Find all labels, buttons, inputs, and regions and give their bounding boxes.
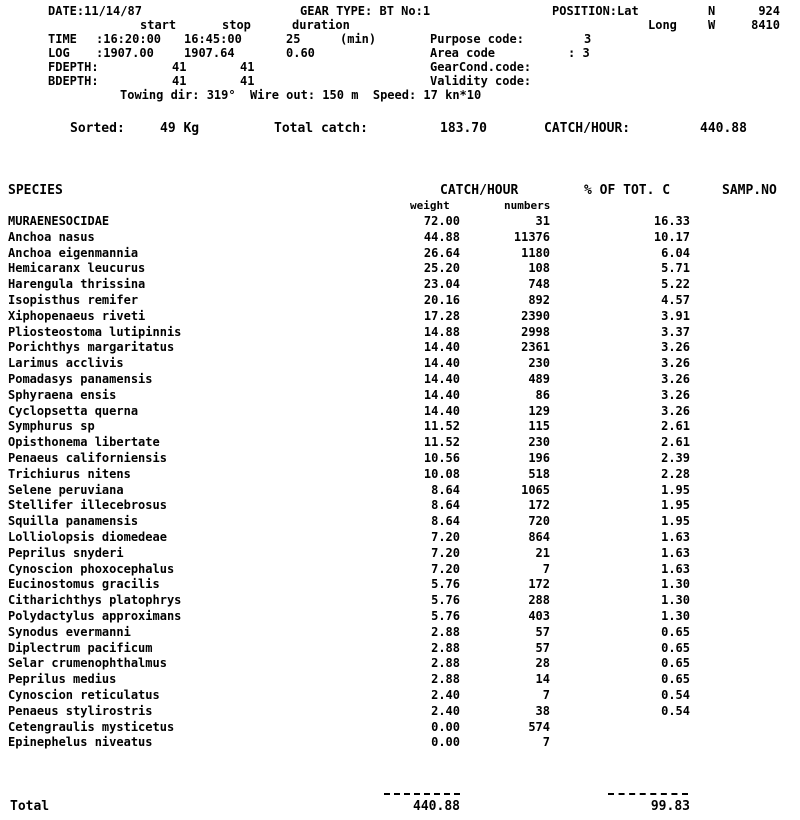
species-name: Hemicaranx leucurus: [8, 261, 146, 275]
catch-numbers: 57: [535, 641, 550, 655]
pct-of-total: 2.61: [661, 419, 690, 433]
pct-of-total: 1.63: [661, 530, 690, 544]
catch-weight: 5.76: [431, 577, 460, 591]
catch-numbers: 864: [528, 530, 550, 544]
catch-numbers: 1180: [521, 246, 550, 260]
catch-numbers: 230: [528, 356, 550, 370]
pct-of-total: 0.65: [661, 625, 690, 639]
sorted-label: Sorted:: [70, 121, 125, 136]
catch-numbers: 172: [528, 498, 550, 512]
date-label: DATE:11/14/87: [48, 4, 142, 18]
catch-weight: 14.40: [423, 356, 460, 370]
time-label: TIME: [48, 32, 77, 46]
catch-numbers: 2998: [521, 325, 550, 339]
position-label: POSITION:Lat: [552, 4, 639, 18]
catch-weight: 0.00: [431, 735, 460, 749]
catch-weight: 11.52: [423, 419, 460, 433]
lat-hemisphere: N: [708, 4, 716, 18]
catch-numbers: 11376: [513, 230, 550, 244]
pct-of-total: 1.30: [661, 593, 690, 607]
catch-weight: 10.56: [423, 451, 460, 465]
pct-of-total: 1.95: [661, 498, 690, 512]
col-catch-hour-header: CATCH/HOUR: [440, 183, 519, 198]
species-name: Lolliolopsis diomedeae: [8, 530, 167, 544]
catch-weight: 25.20: [423, 261, 460, 275]
catch-numbers: 108: [528, 261, 550, 275]
catch-weight: 2.88: [431, 641, 460, 655]
catch-weight: 14.40: [423, 404, 460, 418]
catch-numbers: 28: [535, 656, 550, 670]
species-name: Penaeus californiensis: [8, 451, 167, 465]
species-name: MURAENESOCIDAE: [8, 214, 110, 228]
catch-weight: 26.64: [423, 246, 460, 260]
pct-of-total: 0.65: [661, 672, 690, 686]
bdepth-start: 41: [172, 74, 187, 88]
bdepth-label: BDEPTH:: [48, 74, 99, 88]
catch-weight: 17.28: [423, 309, 460, 323]
total-catch-value: 183.70: [440, 121, 487, 136]
validity-code-label: Validity code:: [430, 74, 532, 88]
pct-of-total: 3.26: [661, 340, 690, 354]
log-duration: 0.60: [286, 46, 315, 60]
species-name: Epinephelus niveatus: [8, 735, 153, 749]
catch-numbers: 7: [542, 688, 550, 702]
catch-numbers: 518: [528, 467, 550, 481]
time-unit: (min): [340, 32, 377, 46]
catch-weight: 0.00: [431, 720, 460, 734]
catch-weight: 2.40: [431, 688, 460, 702]
catch-weight: 20.16: [423, 293, 460, 307]
species-name: Opisthonema libertate: [8, 435, 160, 449]
total-weight-rule: [384, 793, 460, 795]
col-duration-label: duration: [292, 18, 350, 32]
catch-numbers: 230: [528, 435, 550, 449]
species-name: Squilla panamensis: [8, 514, 139, 528]
species-name: Cetengraulis mysticetus: [8, 720, 175, 734]
pct-of-total: 2.61: [661, 435, 690, 449]
catch-hour-value: 440.88: [700, 121, 747, 136]
pct-of-total: 1.30: [661, 577, 690, 591]
pct-of-total: 0.65: [661, 641, 690, 655]
species-name: Anchoa nasus: [8, 230, 95, 244]
species-name: Isopisthus remifer: [8, 293, 139, 307]
col-species-header: SPECIES: [8, 183, 63, 198]
total-label: Total: [10, 799, 50, 814]
purpose-code-value: 3: [584, 32, 592, 46]
area-code-label: Area code: [430, 46, 496, 60]
catch-numbers: 574: [528, 720, 550, 734]
catch-numbers: 57: [535, 625, 550, 639]
total-pct: 99.83: [650, 799, 690, 814]
gear-cond-label: GearCond.code:: [430, 60, 532, 74]
catch-weight: 8.64: [431, 514, 460, 528]
pct-of-total: 0.54: [661, 704, 690, 718]
fdepth-label: FDEPTH:: [48, 60, 99, 74]
species-name: Pomadasys panamensis: [8, 372, 153, 386]
catch-numbers: 129: [528, 404, 550, 418]
catch-weight: 14.40: [423, 372, 460, 386]
species-name: Peprilus medius: [8, 672, 117, 686]
pct-of-total: 2.39: [661, 451, 690, 465]
catch-weight: 14.40: [423, 388, 460, 402]
pct-of-total: 3.91: [661, 309, 690, 323]
sorted-value: 49 Kg: [160, 121, 200, 136]
purpose-code-label: Purpose code:: [430, 32, 524, 46]
pct-of-total: 1.95: [661, 514, 690, 528]
pct-of-total: 0.54: [661, 688, 690, 702]
species-name: Citharichthys platophrys: [8, 593, 182, 607]
species-name: Synodus evermanni: [8, 625, 131, 639]
log-start: :1907.00: [96, 46, 154, 60]
col-numbers-subheader: numbers: [504, 199, 551, 212]
long-label: Long: [648, 18, 677, 32]
long-hemisphere: W: [708, 18, 716, 32]
catch-weight: 14.40: [423, 340, 460, 354]
gear-type-label: GEAR TYPE: BT No:1: [300, 4, 431, 18]
bdepth-stop: 41: [240, 74, 255, 88]
pct-of-total: 1.63: [661, 562, 690, 576]
pct-of-total: 3.26: [661, 404, 690, 418]
area-code-value: : 3: [568, 46, 590, 60]
species-name: Selene peruviana: [8, 483, 124, 497]
total-pct-rule: [608, 793, 688, 795]
pct-of-total: 4.57: [661, 293, 690, 307]
catch-weight: 44.88: [423, 230, 460, 244]
catch-numbers: 288: [528, 593, 550, 607]
species-name: Cyclopsetta querna: [8, 404, 139, 418]
pct-of-total: 0.65: [661, 656, 690, 670]
catch-weight: 5.76: [431, 609, 460, 623]
towing-line: Towing dir: 319° Wire out: 150 m Speed: 17 kn*10: [120, 88, 482, 102]
catch-numbers: 38: [535, 704, 550, 718]
pct-of-total: 6.04: [661, 246, 690, 260]
catch-numbers: 86: [535, 388, 550, 402]
catch-numbers: 196: [528, 451, 550, 465]
catch-numbers: 489: [528, 372, 550, 386]
species-name: Diplectrum pacificum: [8, 641, 153, 655]
total-weight: 440.88: [413, 799, 460, 814]
pct-of-total: 5.22: [661, 277, 690, 291]
pct-of-total: 2.28: [661, 467, 690, 481]
catch-weight: 2.40: [431, 704, 460, 718]
catch-weight: 7.20: [431, 562, 460, 576]
log-label: LOG: [48, 46, 70, 60]
col-start-label: start: [140, 18, 177, 32]
pct-of-total: 10.17: [653, 230, 690, 244]
fdepth-stop: 41: [240, 60, 255, 74]
catch-numbers: 21: [535, 546, 550, 560]
catch-weight: 2.88: [431, 625, 460, 639]
species-name: Pliosteostoma lutipinnis: [8, 325, 182, 339]
catch-numbers: 403: [528, 609, 550, 623]
species-name: Peprilus snyderi: [8, 546, 124, 560]
species-name: Penaeus stylirostris: [8, 704, 153, 718]
catch-numbers: 748: [528, 277, 550, 291]
catch-weight: 11.52: [423, 435, 460, 449]
catch-numbers: 892: [528, 293, 550, 307]
pct-of-total: 1.63: [661, 546, 690, 560]
pct-of-total: 1.30: [661, 609, 690, 623]
pct-of-total: 5.71: [661, 261, 690, 275]
catch-numbers: 172: [528, 577, 550, 591]
catch-weight: 2.88: [431, 656, 460, 670]
catch-weight: 7.20: [431, 530, 460, 544]
catch-weight: 72.00: [423, 214, 460, 228]
col-pct-header: % OF TOT. C: [584, 183, 671, 198]
catch-weight: 7.20: [431, 546, 460, 560]
pct-of-total: 1.95: [661, 483, 690, 497]
catch-weight: 23.04: [423, 277, 460, 291]
catch-numbers: 31: [535, 214, 550, 228]
col-weight-subheader: weight: [410, 199, 450, 212]
pct-of-total: 3.37: [661, 325, 690, 339]
species-name: Symphurus sp: [8, 419, 95, 433]
catch-numbers: 2361: [521, 340, 550, 354]
pct-of-total: 3.26: [661, 356, 690, 370]
pct-of-total: 3.26: [661, 388, 690, 402]
species-name: Selar crumenophthalmus: [8, 656, 167, 670]
catch-numbers: 2390: [521, 309, 550, 323]
time-start: :16:20:00: [96, 32, 162, 46]
fdepth-start: 41: [172, 60, 187, 74]
catch-weight: 8.64: [431, 483, 460, 497]
species-name: Cynoscion phoxocephalus: [8, 562, 175, 576]
species-name: Xiphopenaeus riveti: [8, 309, 146, 323]
species-name: Larimus acclivis: [8, 356, 124, 370]
catch-hour-label: CATCH/HOUR:: [544, 121, 631, 136]
total-catch-label: Total catch:: [274, 121, 368, 136]
species-name: Eucinostomus gracilis: [8, 577, 160, 591]
species-name: Sphyraena ensis: [8, 388, 117, 402]
catch-numbers: 115: [528, 419, 550, 433]
catch-weight: 2.88: [431, 672, 460, 686]
species-name: Stellifer illecebrosus: [8, 498, 167, 512]
time-duration: 25: [286, 32, 301, 46]
lat-value: 924: [758, 4, 780, 18]
time-stop: 16:45:00: [184, 32, 242, 46]
catch-weight: 10.08: [423, 467, 460, 481]
col-stop-label: stop: [222, 18, 251, 32]
log-stop: 1907.64: [184, 46, 235, 60]
pct-of-total: 16.33: [653, 214, 690, 228]
catch-numbers: 14: [535, 672, 550, 686]
pct-of-total: 3.26: [661, 372, 690, 386]
col-samp-header: SAMP.NO: [722, 183, 777, 198]
catch-weight: 5.76: [431, 593, 460, 607]
species-name: Cynoscion reticulatus: [8, 688, 160, 702]
species-name: Porichthys margaritatus: [8, 340, 175, 354]
catch-weight: 14.88: [423, 325, 460, 339]
species-name: Harengula thrissina: [8, 277, 146, 291]
catch-numbers: 7: [542, 735, 550, 749]
species-name: Polydactylus approximans: [8, 609, 182, 623]
catch-numbers: 1065: [521, 483, 550, 497]
catch-numbers: 7: [542, 562, 550, 576]
species-name: Trichiurus nitens: [8, 467, 131, 481]
catch-weight: 8.64: [431, 498, 460, 512]
catch-numbers: 720: [528, 514, 550, 528]
long-value: 8410: [751, 18, 780, 32]
species-name: Anchoa eigenmannia: [8, 246, 139, 260]
